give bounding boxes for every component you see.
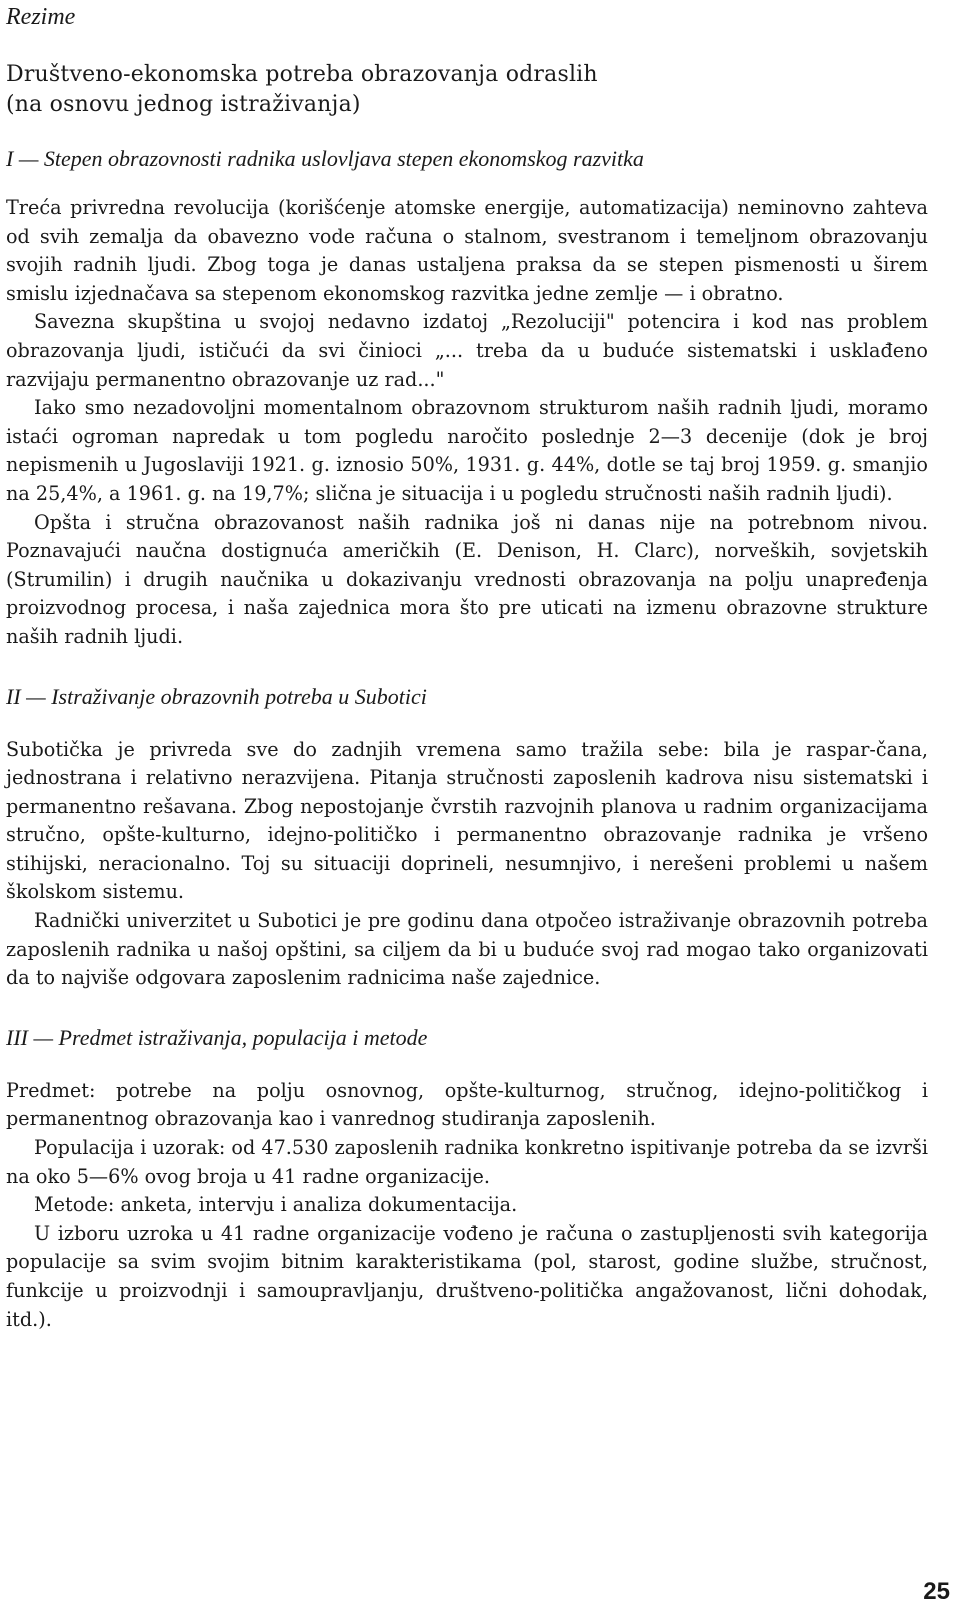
section-heading-3: III — Predmet istraživanja, populacija i metode bbox=[6, 1024, 428, 1050]
section-3-paragraph-2: Populacija i uzorak: od 47.530 zaposlenih radnika konkretno ispitivanje potreba da se izvrši na oko 5—6% ovog broja u 41 radne organizacije. bbox=[6, 1136, 928, 1188]
section-1-paragraph-3: Iako smo nezadovoljni momentalnom obrazovnom strukturom naših radnih ljudi, moramo istaći ogroman napredak u tom pogledu naročito poslednje 2—3 decenije (dok je broj nepismenih u Jugoslaviji 1921. g. iznosio 50%, 1931. g. 44%, dotle se taj broj 1959. g. smanjio na 25,4%, a 1961. g. na 19,7%; slična je situacija i u pogledu stručnosti naših radnih ljudi). bbox=[6, 396, 928, 505]
page-number: 25 bbox=[923, 1578, 950, 1605]
section-2-paragraph-1: Subotička je privreda sve do zadnjih vremena samo tražila sebe: bila je raspar-čana, jednostrana i relativno nerazvijena. Pitanja stručnosti zaposlenih kadrova nisu sistematski i permanentno rešavana. Zbog nepostojanje čvrstih razvojnih planova u radnim organizacijama stručno, opšte-kulturno, idejno-političko i permanentno obrazovanje radnika je vršeno stihijski, neracionalno. Toj su situaciji doprineli, nesumnjivo, i nerešeni problemi u našem školskom sistemu. bbox=[6, 737, 928, 904]
section-heading-1: I — Stepen obrazovnosti radnika uslovljava stepen ekonomskog razvitka bbox=[6, 146, 644, 171]
section-3-paragraph-3: Metode: anketa, intervju i analiza dokumentacija. bbox=[34, 1193, 518, 1217]
section-1-paragraph-2: Savezna skupština u svojoj nedavno izdatoj „Rezoluciji" potencira i kod nas problem obrazovanja ljudi, ističući da svi činioci „... treba da u buduće sistematski i usklađeno razvijaju permanentno obrazovanje uz rad..." bbox=[6, 310, 928, 391]
section-3-paragraph-4: U izboru uzroka u 41 radne organizacije vođeno je računa o zastupljenosti svih kategorija populacije sa svim svojim bitnim karakteristikama (pol, starost, godine službe, stručnost, funkcije u proizvodnji i samoupravljanju, društveno-politička angažovanost, lični dohodak, itd.). bbox=[6, 1221, 928, 1331]
section-label: Rezime bbox=[6, 4, 76, 30]
section-3-paragraph-1: Predmet: potrebe na polju osnovnog, opšte-kulturnog, stručnog, idejno-političkog i permanentnog obrazovanja kao i vanrednog studiranja zaposlenih. bbox=[6, 1078, 928, 1131]
document-page bbox=[6, 0, 928, 1334]
section-heading-2: II — Istraživanje obrazovnih potreba u Subotici bbox=[6, 683, 427, 709]
section-1-paragraph-1: Treća privredna revolucija (korišćenje atomske energije, automatizacija) neminovno zahteva od svih zemalja da obavezno vode računa o stalnom, svestranom i temeljnom obrazovanju svojih radnih ljudi. Zbog toga je danas ustaljena praksa da se stepen pismenosti u širem smislu izjednačava sa stepenom ekonomskog razvitka jedne zemlje — i obratno. bbox=[6, 196, 928, 305]
article-title bbox=[6, 60, 928, 120]
section-1-paragraph-4: Opšta i stručna obrazovanost naših radnika još ni danas nije na potrebnom nivou. Poznavajući naučna dostignuća američkih (E. Denison, H. Clarc), norveških, sovjetskih (Strumilin) i drugih naučnika u dokazivanju vrednosti obrazovanja na polju unapređenja proizvodnog procesa, i naša zajednica mora što pre uticati na izmenu obrazovne strukture naših radnih ljudi. bbox=[6, 510, 928, 648]
section-2-paragraph-2: Radnički univerzitet u Subotici je pre godinu dana otpočeo istraživanje obrazovnih potreba zaposlenih radnika u našoj opštini, sa ciljem da bi u buduće svoj rad mogao tako organizovati da to najviše odgovara zaposlenim radnicima naše zajednice. bbox=[6, 909, 928, 990]
article-title-line-2: (na osnovu jednog istraživanja) bbox=[6, 92, 361, 117]
article-title-line-1: Društveno-ekonomska potreba obrazovanja odraslih bbox=[6, 62, 598, 87]
